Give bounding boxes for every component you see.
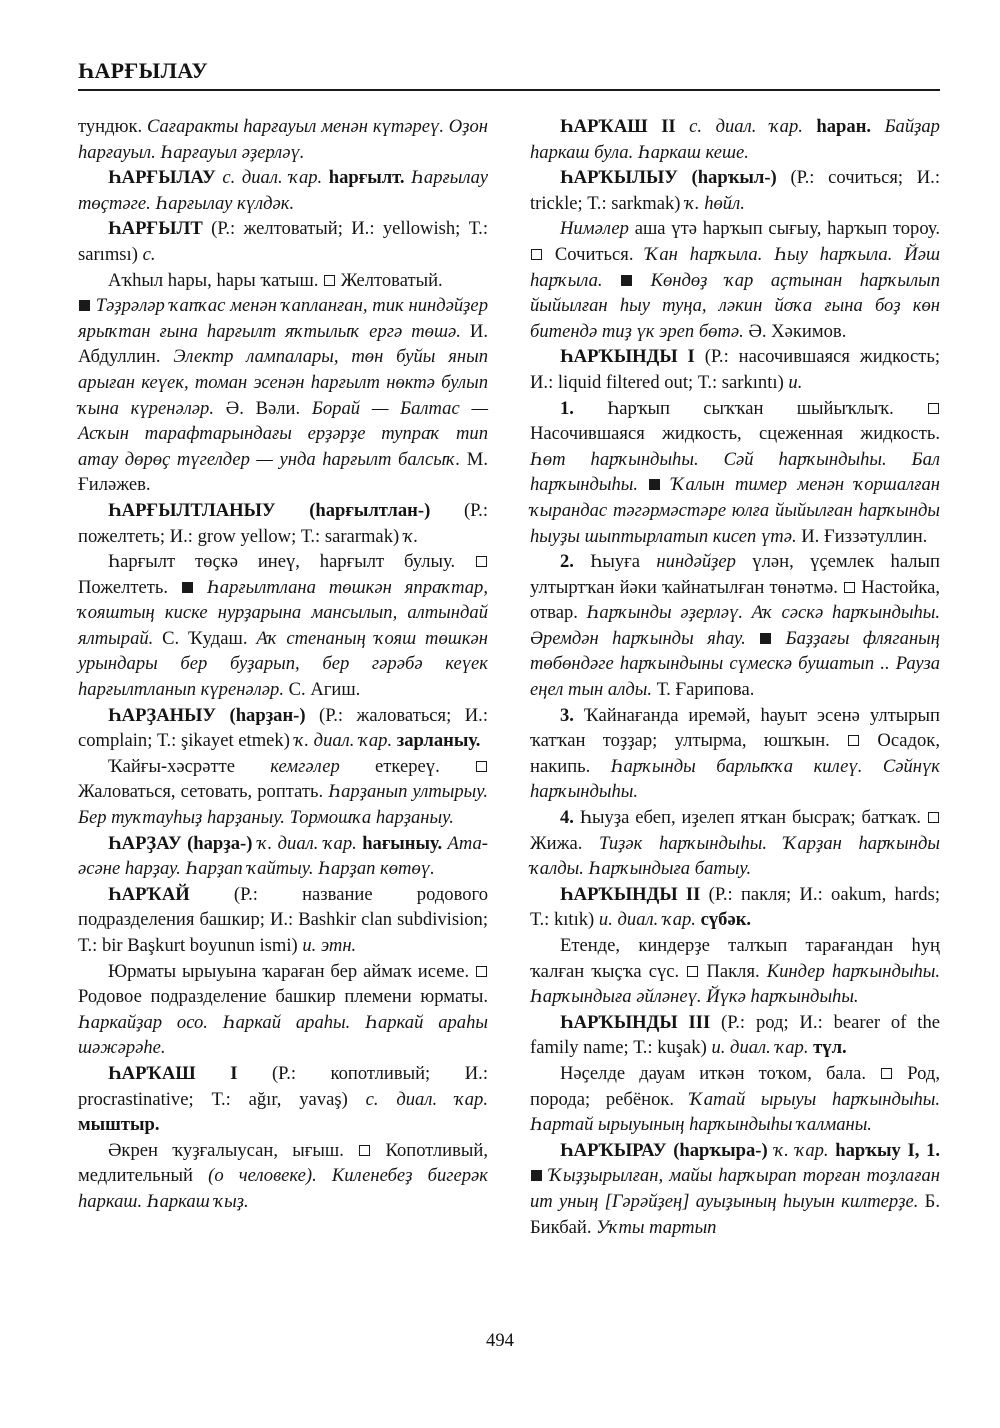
italic-text: с. диал. ҡар. — [365, 1088, 488, 1110]
italic-text: Ҡан һарҡыла. Һыу һарҡыла. Йәш һарҡыла. — [530, 243, 940, 291]
body-text: И. Ғиззәтуллин. — [796, 525, 928, 547]
italic-text: и. диал. ҡар. — [711, 1037, 814, 1059]
italic-text: Һарғылтлана төшкән япраҡтар, ҡояштың киске нурҙарына мансылып, алтындай ялтырай. — [78, 576, 488, 649]
translation-marker-icon — [476, 966, 487, 977]
italic-text: Ата-әсәне һарҙау. Һарҙап ҡайтыу. Һарҙап көтөү. — [78, 832, 488, 880]
italic-text: Электр лампалары, төн буйы янып арыған кеүек, томан эсенән һарғылт нөктә булып ҡына күренәләр. — [78, 346, 488, 419]
body-text: Пожелтеть. — [78, 576, 181, 598]
body-text: Аҡһыл һары, һары ҡатыш. — [108, 269, 324, 291]
header-rule — [78, 89, 940, 91]
translation-marker-icon — [359, 1145, 370, 1156]
body-text: Родовое подразделение башкир племени юрматы. — [78, 986, 488, 1008]
dictionary-entry-paragraph — [530, 1061, 940, 1138]
bold-reference: зарланыу. — [396, 730, 481, 752]
body-text: Настойка, отвар. — [530, 576, 940, 624]
body-text: Копотливый, медлительный — [78, 1139, 489, 1187]
body-text: (Р.: желтоватый; И.: yellowish; Т.: sarımsı) — [78, 218, 488, 265]
italic-text: Баҙҙағы фляганың төбөндәге һарҡындыны сүмескә бушатып .. Рауза еңел тын алды. — [530, 627, 941, 701]
headword: ҺАРҠЫНДЫ III — [560, 1011, 711, 1033]
italic-text: ҡ. диал. ҡар. — [294, 730, 397, 752]
dictionary-entry-paragraph — [78, 831, 488, 882]
headword: ҺАРҠЫРАУ (һарҡыра-) — [560, 1139, 768, 1161]
dictionary-entry-paragraph — [78, 498, 488, 549]
dictionary-entry-paragraph — [530, 165, 940, 216]
body-text: Һарғылт төҫкә инеү, һарғылт булыу. — [108, 551, 475, 573]
italic-text: Сағаракты һарғауыл менән күтәреү. Оҙон һарғауыл. Һарғауыл әҙерләү. — [78, 116, 489, 163]
body-text: тундюк. — [78, 116, 147, 137]
italic-text: Ҡалын тимер менән ҡоршалған ҡырандас тәгәрмәстәре юлға йыйылған һарҡынды һыуҙы шыптырлатып кисеп үтә. — [530, 474, 940, 547]
italic-text: и. этн. — [302, 935, 357, 956]
dictionary-entry-paragraph — [530, 1138, 940, 1240]
italic-text: Тиҙәк һарҡындыһы. Ҡарҙан һарҡынды ҡалды. Һарҡындыға батыу. — [530, 832, 940, 880]
italic-text: Һөт һарҡындыһы. Сәй һарҡындыһы. Бал һарҡындыһы. — [530, 448, 940, 496]
translation-marker-icon — [476, 556, 487, 567]
italic-text: Һаркайҙар осо. Һаркай араһы. Һаркай араһы шәжәрәһе. — [78, 1011, 488, 1059]
body-text: үлән, үҫемлек һалып ултыртҡан йәки ҡайнатылған төнәтмә. — [530, 551, 940, 598]
dictionary-entry-paragraph — [530, 882, 940, 933]
body-text: Һарҡып сыҡҡан шыйыҡлыҡ. — [573, 397, 927, 419]
headword: ҺАРҠАЙ — [108, 883, 190, 905]
headword: ҺАРҠЫЛЫУ (һарҡыл-) — [560, 167, 777, 189]
translation-marker-icon — [881, 1068, 892, 1079]
body-text: Осадок, накипь. — [530, 730, 940, 777]
body-text: (Р.: род; И.: bearer of the family name; Т.: kuşak) — [530, 1011, 940, 1059]
body-text: Ә. Хәкимов. — [743, 320, 847, 342]
translation-marker-icon — [848, 735, 859, 746]
body-text: Етенде, киндерҙе талҡып тарағандан һуң ҡалған ҡыҫҡа сүс. — [530, 935, 940, 982]
dictionary-entry-paragraph — [530, 703, 940, 805]
bold-reference: 1. — [560, 397, 574, 419]
dictionary-entry-paragraph — [530, 1010, 940, 1061]
translation-marker-icon — [476, 761, 487, 772]
headword: ҺАРҠАШ I — [108, 1062, 238, 1084]
body-text: (Р.: название родового подразделения башкир; И.: Bashkir clan subdivision; Т.: bir Başkurt boyunun ismi) — [78, 883, 488, 956]
body-text: Ә. Вәли. — [214, 397, 312, 419]
bold-reference: 4. — [560, 807, 574, 829]
translation-marker-icon — [928, 403, 939, 414]
italic-text: Нимәлер — [560, 218, 629, 240]
bold-reference: мыштыр. — [78, 1114, 160, 1136]
dictionary-entry-paragraph — [530, 114, 940, 165]
headword: ҺАРҘАУ (һарҙа-) — [108, 832, 253, 854]
citation-marker-icon — [531, 1170, 542, 1181]
bold-reference: түл. — [813, 1037, 847, 1059]
body-text: Нәҫелде дауам иткән тоҡом, бала. — [560, 1062, 881, 1084]
translation-marker-icon — [531, 249, 542, 260]
body-text: Желтоватый. — [336, 269, 443, 291]
body-text: (Р.: копотливый; И.: procrastinative; Т.: ağır, yavaş) — [78, 1062, 488, 1110]
dictionary-entry-paragraph — [530, 216, 940, 344]
italic-text: ниндәйҙер — [656, 551, 736, 573]
italic-text: и. диал. ҡар. — [598, 909, 701, 931]
italic-text: ҡ. — [403, 525, 419, 547]
headword: ҺАРҒЫЛТ — [108, 218, 203, 240]
italic-text: Байҙар һаркаш була. Һаркаш кеше. — [530, 116, 940, 163]
dictionary-entry-paragraph — [78, 1061, 488, 1138]
body-text: Жижа. — [530, 832, 599, 854]
body-text: (Р.: пакля; И.: oakum, hards; Т.: kıtık) — [530, 883, 941, 931]
headword: ҺАРҘАНЫУ (һарҙан-) — [108, 704, 306, 726]
citation-marker-icon — [649, 479, 660, 490]
left-column — [78, 114, 488, 1215]
translation-marker-icon — [844, 582, 855, 593]
italic-text: (о человеке). Киленебеҙ бигерәк һаркаш. Һаркаш ҡыҙ. — [78, 1165, 488, 1212]
italic-text: с. — [142, 243, 156, 265]
headword: ҺАРҒЫЛТЛАНЫУ (һарғылтлан-) — [108, 499, 431, 521]
bold-reference: 3. — [560, 704, 574, 726]
body-text: Сочиться. — [543, 243, 646, 265]
italic-text: Ҡыҙҙырылған, майы һарҡырап торған тоҙлаған ит уның [Гәрәйҙең] ауыҙының һыуын килтерҙе. — [530, 1165, 940, 1212]
bold-reference: һарғылт. — [328, 167, 405, 189]
right-column — [530, 114, 940, 1240]
italic-text: Һарғылау төҫтәге. Һарғылау күлдәк. — [78, 167, 488, 214]
bold-reference: 2. — [560, 551, 574, 573]
translation-marker-icon — [928, 812, 939, 823]
translation-marker-icon — [687, 966, 698, 977]
page-number: 494 — [486, 1330, 514, 1351]
italic-text: ҡ. диал. ҡар. — [252, 832, 363, 854]
body-text: М. Ғиләжев. — [78, 448, 488, 496]
body-text: С. Ҡудаш. — [153, 627, 257, 649]
body-text: Т. Ғарипова. — [651, 679, 755, 701]
italic-text: Һарҙанып ултырыу. Бер туҡтауһыҙ һарҙаныу. Тормошҡа һарҙаныу. — [78, 781, 489, 829]
body-text: Әкрен ҡуҙғалыусан, ығыш. — [108, 1139, 359, 1161]
dictionary-entry-paragraph — [78, 216, 488, 267]
citation-marker-icon — [760, 633, 771, 644]
italic-text: Тәҙрәләр ҡапҡас менән ҡапланған, тик ниндәйҙер ярыҡтан ғына һарғылт яҡтылыҡ ергә төшә. — [78, 295, 488, 342]
body-text: (Р.: пожелтеть; И.: grow yellow; Т.: sararmak) — [78, 499, 488, 547]
headword: ҺАРҒЫЛАУ — [108, 167, 216, 189]
italic-text: кемгәлер — [270, 755, 340, 777]
body-text: еткереү. — [339, 755, 475, 777]
body-text: Ҡайнағанда иремәй, һауыт эсенә ултырып ҡатҡан тоҙҙар; ултырма, юшҡын. — [530, 704, 940, 752]
italic-text: Борай — Балтас — Асҡын тарафтарындағы ерҙәрҙе тупраҡ тип атау дөрөҫ түгелдер — унда һарғылт балсыҡ. — [78, 397, 488, 470]
dictionary-entry-paragraph — [78, 882, 488, 959]
citation-marker-icon — [79, 300, 90, 311]
body-text: (Р.: сочиться; И.: trickle; Т.: sarkmak) — [530, 167, 940, 214]
dictionary-entry-paragraph — [530, 344, 940, 395]
body-text: Род, порода; ребёнок. — [530, 1062, 940, 1110]
italic-text: Ҡатай ырыуы һарҡындыһы. Һартай ырыуының һарҡындыһы ҡалманы. — [530, 1088, 940, 1136]
body-text: аша үтә һарҡып сығыу, һарҡып тороу. — [628, 218, 940, 240]
dictionary-entry-paragraph — [78, 268, 488, 294]
citation-marker-icon — [182, 582, 193, 593]
italic-text: и. — [788, 371, 803, 393]
citation-marker-icon — [621, 275, 632, 286]
dictionary-entry-paragraph — [78, 165, 488, 216]
dictionary-entry-paragraph — [78, 703, 488, 754]
running-head: ҺАРҒЫЛАУ — [78, 58, 208, 83]
body-text: Жаловаться, сетовать, роптать. — [78, 781, 329, 803]
headword: ҺАРҠАШ II — [560, 116, 676, 137]
italic-text: Киндер һарҡындыһы. Һарҡындыға әйләнеү. Йүкә һарҡындыһы. — [530, 960, 941, 1008]
headword: ҺАРҠЫНДЫ II — [560, 883, 701, 905]
body-text: Ҡайғы-хәсрәтте — [108, 755, 271, 777]
body-text: Б. Бикбай. — [530, 1190, 940, 1238]
dictionary-entry-paragraph — [530, 396, 940, 550]
dictionary-entry-paragraph — [78, 549, 488, 703]
italic-text: ҡ. һөйл. — [685, 192, 745, 214]
dictionary-entry-paragraph — [530, 933, 940, 1010]
dictionary-entry-paragraph — [78, 1138, 488, 1215]
bold-reference: һаран. — [816, 116, 872, 137]
dictionary-entry-paragraph — [530, 805, 940, 882]
italic-text: с. диал. ҡар. — [215, 167, 329, 189]
translation-marker-icon — [324, 275, 335, 286]
body-text: И. Абдуллин. — [78, 320, 488, 368]
headword: ҺАРҠЫНДЫ I — [560, 346, 695, 368]
italic-text: Һарҡынды әҙерләү. Аҡ сәскә һарҡындыһы. Әремдән һарҡынды яһау. — [530, 602, 940, 649]
italic-text: с. диал. ҡар. — [675, 116, 817, 137]
body-text: С. Агиш. — [284, 679, 361, 701]
italic-text: Көндөҙ ҡар аҫтынан һарҡылып йыйылған һыу туңа, ләкин йоҡа ғына боҙ көн битендә тиҙ үк эреп бөтә. — [530, 269, 941, 342]
dictionary-entry-paragraph — [78, 293, 488, 498]
body-text: (Р.: жаловаться; И.: complain; Т.: şikayet etmek) — [78, 704, 488, 752]
body-text: (Р.: насочившаяся жидкость; И.: liquid filtered out; Т.: sarkıntı) — [530, 346, 940, 393]
bold-reference: һарҡыу I, 1. — [835, 1139, 941, 1161]
body-text: Пакля. — [699, 960, 767, 982]
body-text: Һыуға — [573, 551, 657, 573]
bold-reference: һағыныу. — [362, 832, 443, 854]
dictionary-entry-paragraph — [78, 114, 488, 165]
bold-reference: сүбәк. — [700, 909, 752, 931]
italic-text: Аҡ стенаның ҡояш төшкән урындары бер буҙарып, бер гәрәбә кеүек һарғылтланып күренәләр. — [78, 627, 488, 701]
body-text: Юрматы ырыуына ҡараған бер аймаҡ исеме. — [108, 960, 475, 982]
body-text: Һыуҙа ебеп, иҙелеп ятҡан бысраҡ; батҡаҡ. — [573, 807, 927, 829]
dictionary-entry-paragraph — [78, 754, 488, 831]
dictionary-entry-paragraph — [530, 549, 940, 703]
italic-text: Һарҡынды барлыҡҡа килеү. Сәйнүк һарҡындыһы. — [530, 755, 940, 803]
body-text: Насочившаяся жидкость, сцеженная жидкость. — [530, 423, 940, 445]
italic-text: Уҡты тартып — [596, 1216, 717, 1238]
italic-text: ҡ. ҡар. — [767, 1139, 836, 1161]
dictionary-entry-paragraph — [78, 959, 488, 1061]
